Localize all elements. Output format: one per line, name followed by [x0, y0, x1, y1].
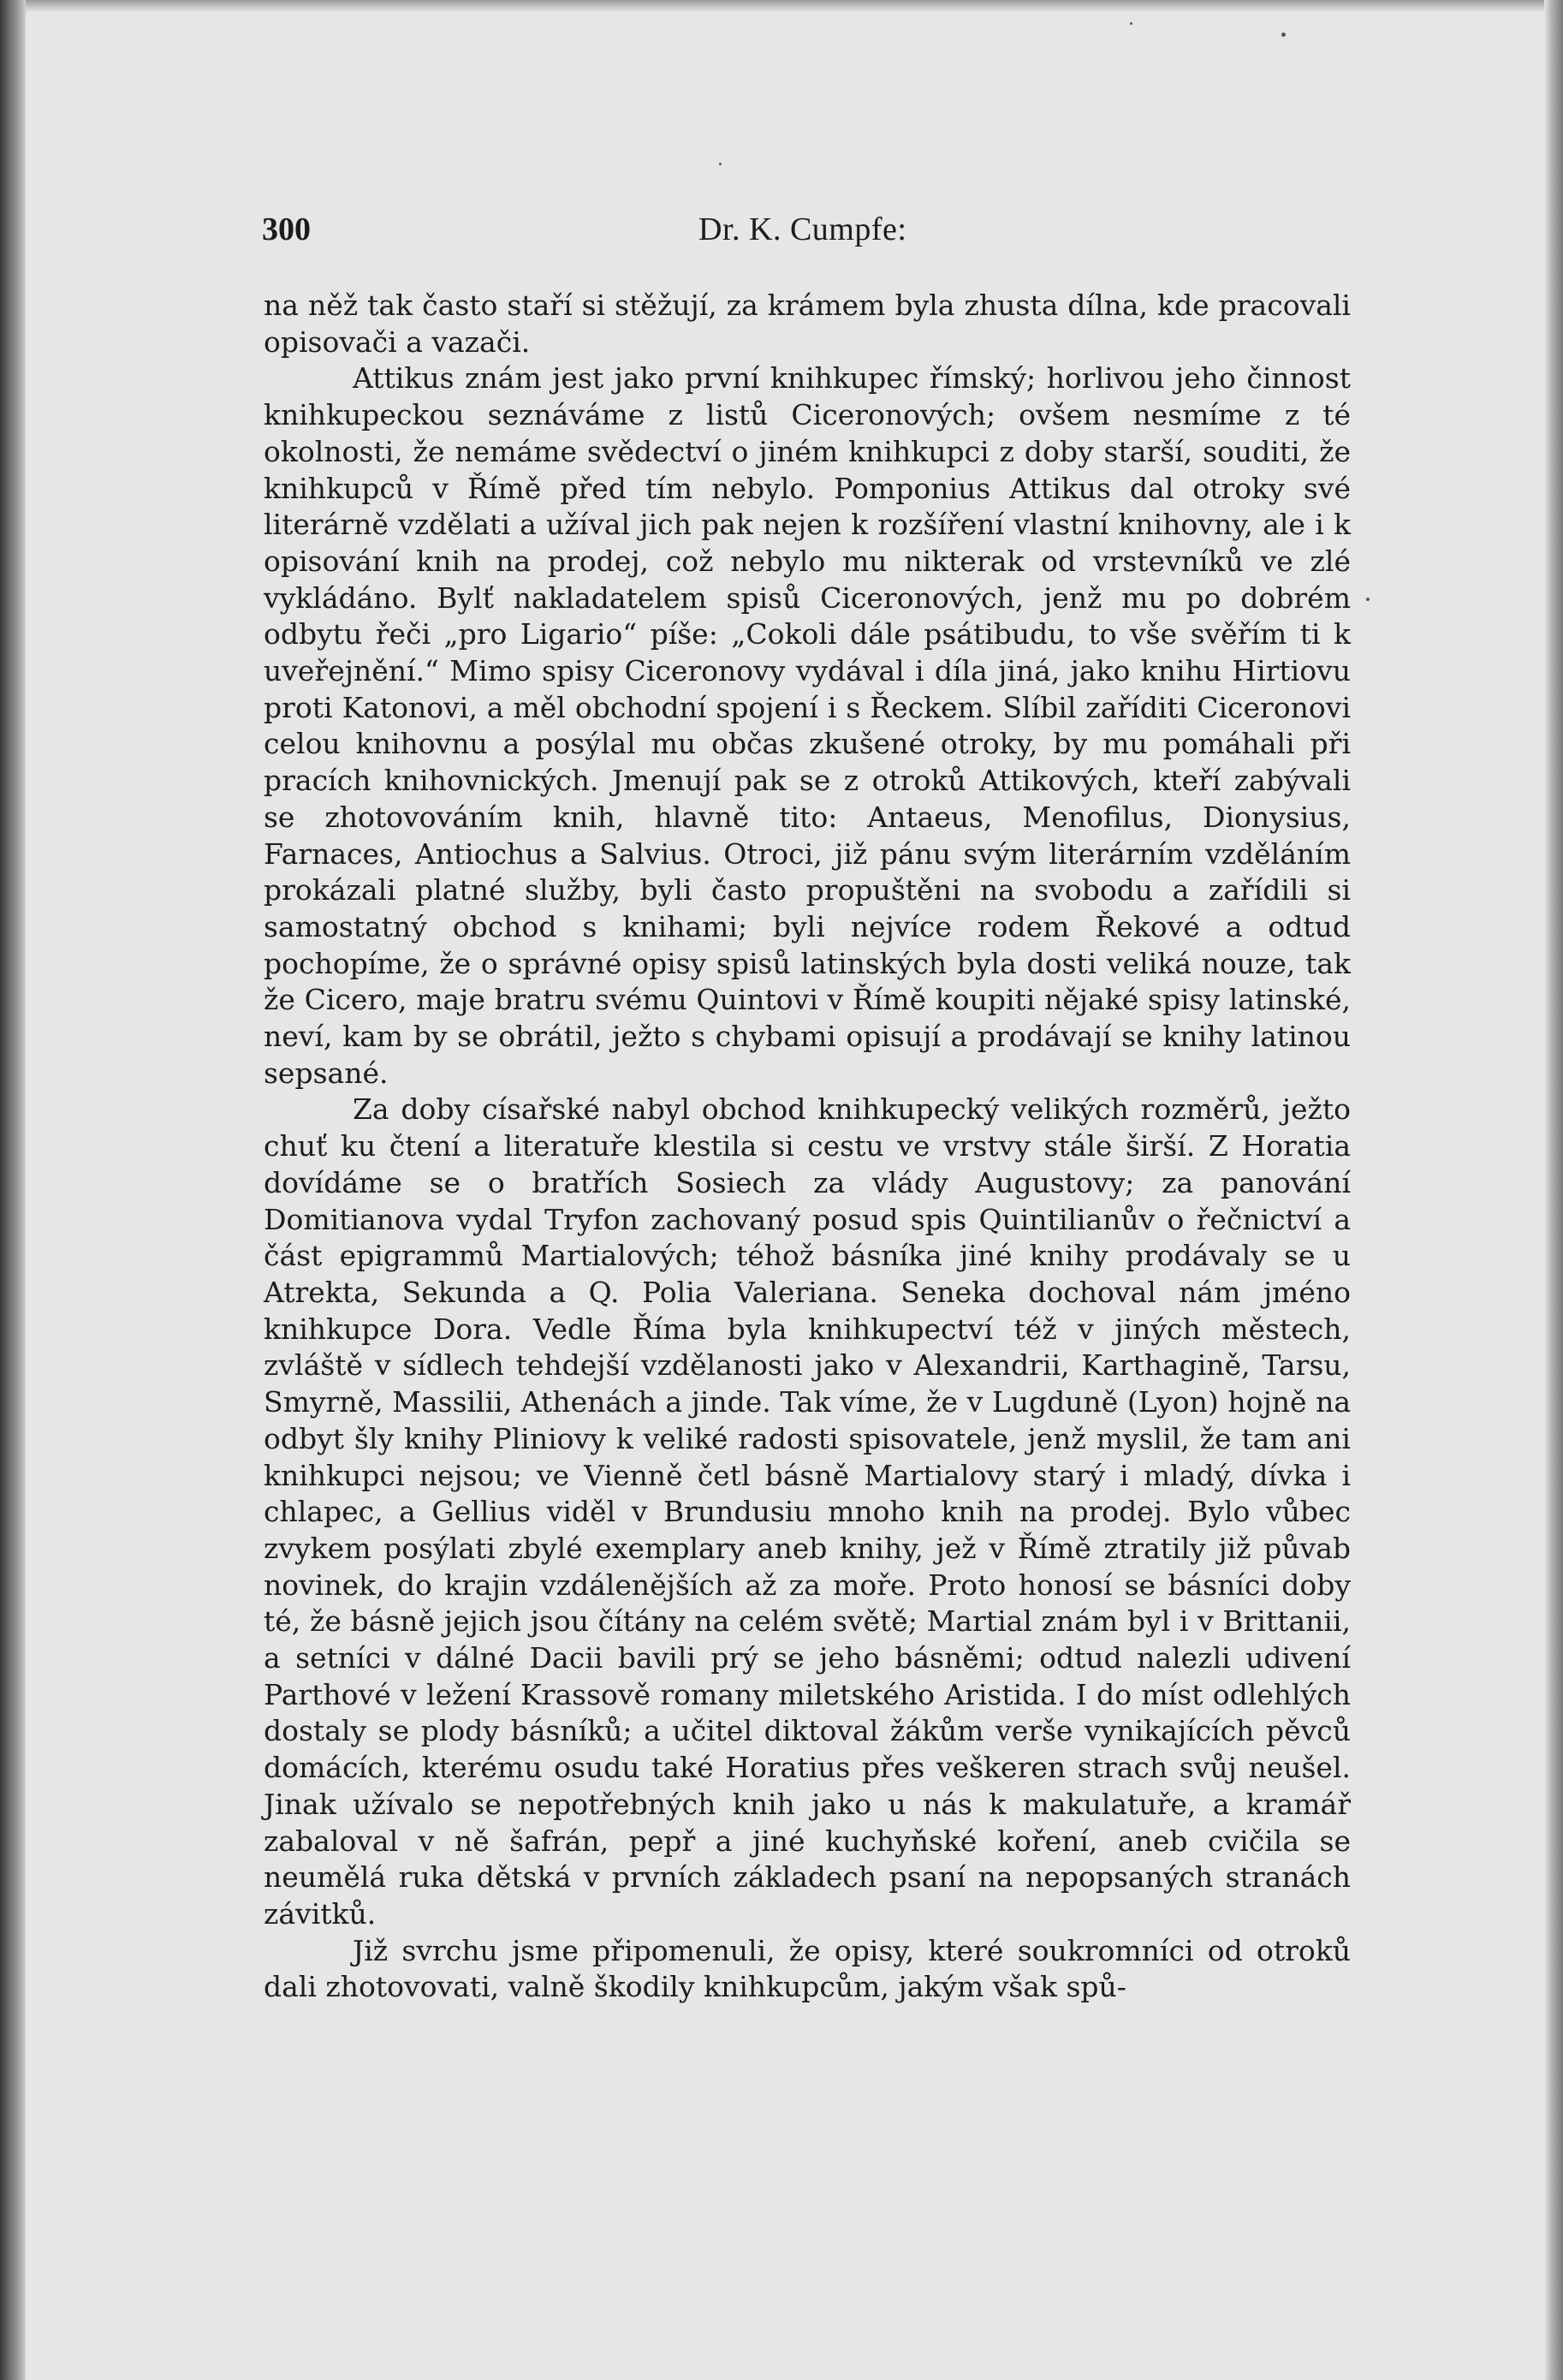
paragraph: Attikus znám jest jako první knihkupec římský; horlivou jeho činnost knihkupeckou seznáváme z listů Ciceronových; ovšem nesmíme z té okolnosti, že nemáme svědectví o jiném knihkupci z doby starší, souditi, že knihkupců v Římě před tím nebylo. Pomponius Attikus dal otroky své literárně vzdělati a užíval jich pak nejen k rozšíření vlastní knihovny, ale i k opisování knih na prodej, což nebylo mu nikterak od vrstevníků ve zlé vykládáno. Bylť nakladatelem spisů Ciceronových, jenž mu po dobrém odbytu řeči „pro Ligario“ píše: „Cokoli dále psátibudu, to vše svěřím ti k uveřejnění.“ Mimo spisy Ciceronovy vydával i díla jiná, jako knihu Hirtiovu proti Katonovi, a měl obchodní spojení i s Řeckem. Slíbil zaříditi Ciceronovi celou knihovnu a posýlal mu občas zkušené otroky, by mu pomáhali při pracích knihovnických. Jmenují pak se z otroků Attikových, kteří zabývali se zhotovováním knih, hlavně tito: Antaeus, Menofilus, Dionysius, Farnaces, Antiochus a Salvius. Otroci, již pánu svým literárním vzděláním prokázali platné služby, byli často propuštěni na svobodu a zařídili si samostatný obchod s knihami; byli nejvíce rodem Řekové a odtud pochopíme, že o správné opisy spisů latinských byla dosti veliká nouze, tak že Cicero, maje bratru svému Quintovi v Římě koupiti nějaké spisy latinské, neví, kam by se obrátil, ježto s chybami opisují a prodávají se knihy latinou sepsané.: [264, 361, 1351, 1090]
paragraph: na něž tak často staří si stěžují, za krámem byla zhusta dílna, kde pracovali opisovači a vazači.: [264, 289, 1351, 359]
paragraph: Za doby císařské nabyl obchod knihkupecký velikých rozměrů, ježto chuť ku čtení a literatuře klestila si cestu ve vrstvy stále širší. Z Horatia dovídáme se o bratřích Sosiech za vlády Augustovy; za panování Domitianova vydal Tryfon zachovaný posud spis Quintilianův o řečnictví a část epigrammů Martialových; téhož básníka jiné knihy prodávaly se u Atrekta, Sekunda a Q. Polia Valeriana. Seneka dochoval nám jméno knihkupce Dora. Vedle Říma byla knihkupectví též v jiných městech, zvláště v sídlech tehdejší vzdělanosti jako v Alexandrii, Karthagině, Tarsu, Smyrně, Massilii, Athenách a jinde. Tak víme, že v Lugduně (Lyon) hojně na odbyt šly knihy Pliniovy k veliké radosti spisovatele, jenž myslil, že tam ani knihkupci nejsou; ve Vienně četl básně Martialovy starý i mladý, dívka i chlapec, a Gellius viděl v Brundusiu mnoho knih na prodej. Bylo vůbec zvykem posýlati zbylé exemplary aneb knihy, jež v Římě ztratily již půvab novinek, do krajin vzdálenějších až za moře. Proto honosí se básníci doby té, že básně jejich jsou čítány na celém světě; Martial znám byl i v Brittanii, a setníci v dálné Dacii bavili prý se jeho básněmi; odtud nalezli udivení Parthové v ležení Krassově romany miletského Aristida. I do míst odlehlých dostaly se plody básníků; a učitel diktoval žákům verše vynikajících pěvců domácích, kterému osudu také Horatius přes veškeren strach svůj neušel. Jinak užívalo se nepotřebných knih jako u nás k makulatuře, a kramář zabaloval v ně šafrán, pepř a jiné kuchyňské koření, aneb cvičila se neumělá ruka dětská v prvních základech psaní na nepopsaných stranách závitků.: [264, 1092, 1351, 1931]
scan-speck: [1130, 22, 1132, 25]
scan-speck: [1281, 33, 1286, 37]
scan-top-edge: [0, 0, 1563, 12]
paragraph: Již svrchu jsme připomenuli, že opisy, které soukromníci od otroků dali zhotovovati, valně škodily knihkupcům, jakým však spů-: [264, 1933, 1351, 2004]
book-page: [257, 197, 1352, 2004]
page-number: 300: [262, 211, 311, 247]
scan-speck: [1366, 598, 1370, 601]
running-title: Dr. K. Cumpfe:: [698, 211, 907, 247]
scan-right-edge: [1544, 0, 1563, 2380]
body-text: [264, 288, 1351, 2006]
scan-speck: [719, 163, 722, 165]
book-gutter-shadow: [0, 0, 26, 2380]
running-head: [257, 197, 1352, 248]
